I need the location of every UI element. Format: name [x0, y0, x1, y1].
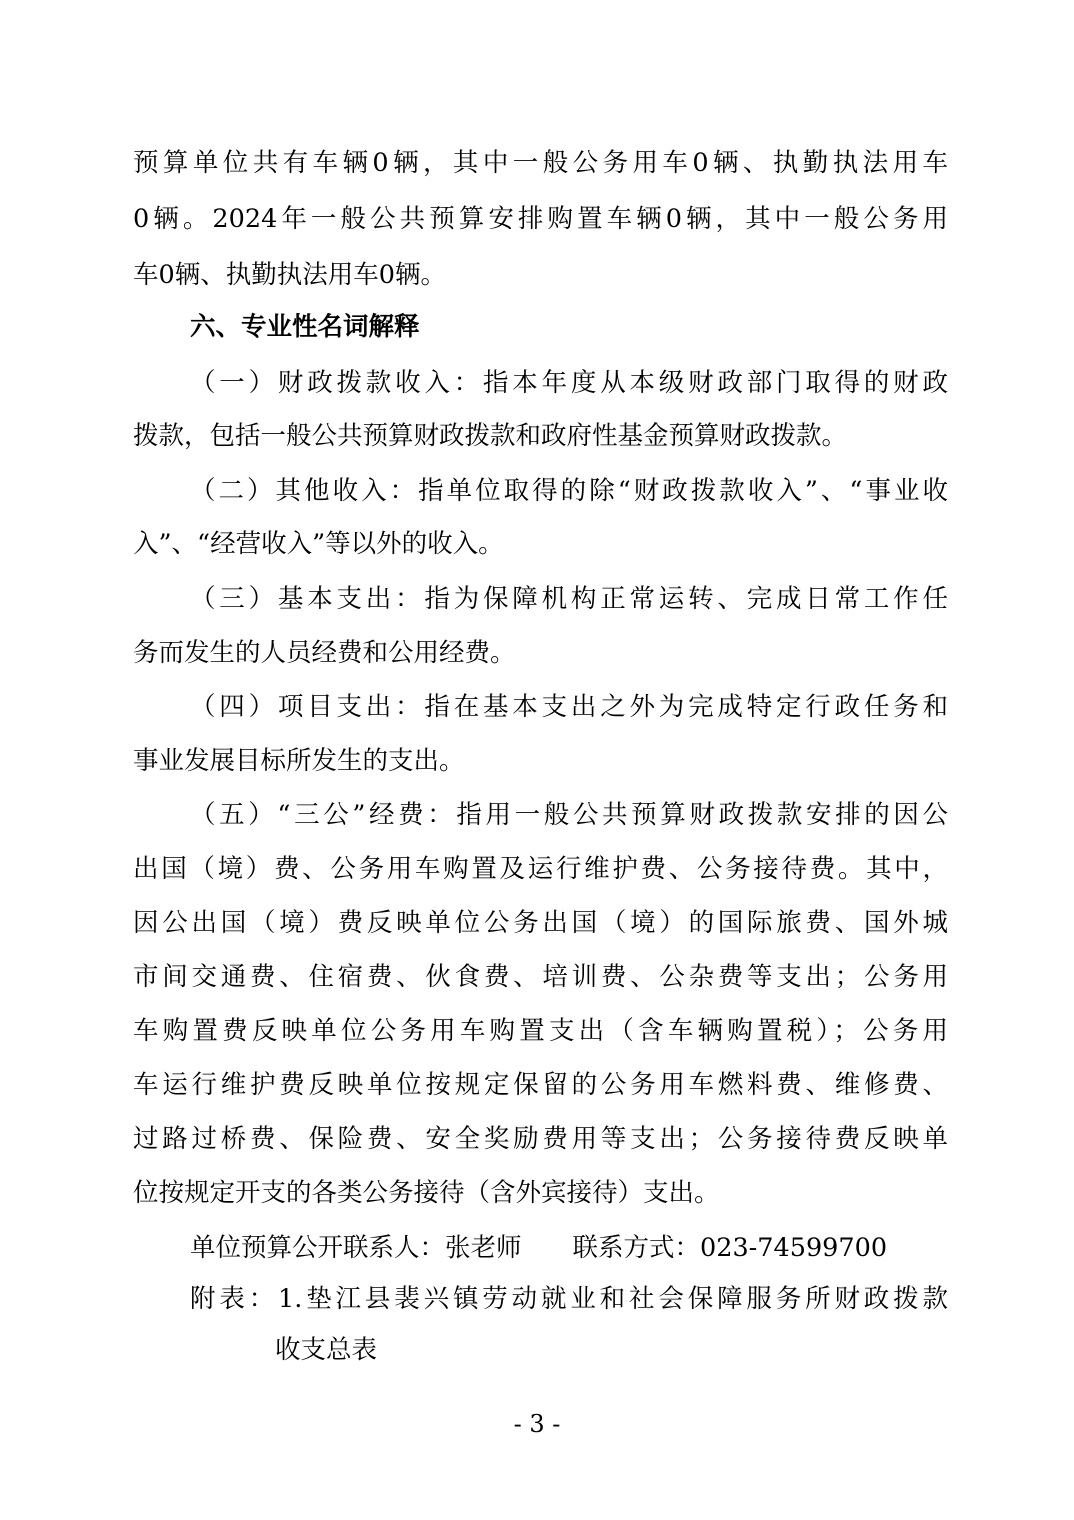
contact-line: 单位预算公开联系人：张老师 联系方式：023-74599700 — [190, 1233, 888, 1263]
term-definition-line: 车购置费反映单位公务用车购置支出（含车辆购置税）；公务用 — [133, 1016, 948, 1046]
term-definition-line: 车运行维护费反映单位按规定保留的公务用车燃料费、维修费、 — [133, 1070, 948, 1100]
term-definition-line: 位按规定开支的各类公务接待（含外宾接待）支出。 — [133, 1178, 720, 1208]
term-definition-line: 入”、“经营收入”等以外的收入。 — [133, 529, 504, 559]
term-definition-line: （二）其他收入：指单位取得的除“财政拨款收入”、“事业收 — [190, 476, 948, 506]
body-text-line: 预算单位共有车辆0辆，其中一般公务用车0辆、执勤执法用车 — [133, 148, 948, 178]
term-definition-line: 务而发生的人员经费和公用经费。 — [133, 638, 516, 668]
appendix-line: 附表：1.垫江县裴兴镇劳动就业和社会保障服务所财政拨款 — [190, 1284, 948, 1314]
term-definition-line: 出国（境）费、公务用车购置及运行维护费、公务接待费。其中， — [133, 854, 948, 884]
body-text-line: 车0辆、执勤执法用车0辆。 — [133, 260, 446, 290]
page-number: - 3 - — [513, 1410, 561, 1438]
section-heading: 六、专业性名词解释 — [190, 312, 420, 342]
appendix-line: 收支总表 — [275, 1335, 378, 1365]
term-definition-line: （五）“三公”经费：指用一般公共预算财政拨款安排的因公 — [190, 800, 948, 830]
term-definition-line: 过路过桥费、保险费、安全奖励费用等支出；公务接待费反映单 — [133, 1124, 948, 1154]
term-definition-line: 拨款，包括一般公共预算财政拨款和政府性基金预算财政拨款。 — [133, 421, 848, 451]
term-definition-line: （三）基本支出：指为保障机构正常运转、完成日常工作任 — [190, 584, 948, 614]
term-definition-line: 事业发展目标所发生的支出。 — [133, 746, 465, 776]
term-definition-line: 市间交通费、住宿费、伙食费、培训费、公杂费等支出；公务用 — [133, 962, 948, 992]
term-definition-line: 因公出国（境）费反映单位公务出国（境）的国际旅费、国外城 — [133, 908, 948, 938]
body-text-line: 0辆。2024年一般公共预算安排购置车辆0辆，其中一般公务用 — [133, 204, 948, 234]
term-definition-line: （一）财政拨款收入：指本年度从本级财政部门取得的财政 — [190, 368, 948, 398]
term-definition-line: （四）项目支出：指在基本支出之外为完成特定行政任务和 — [190, 692, 948, 722]
